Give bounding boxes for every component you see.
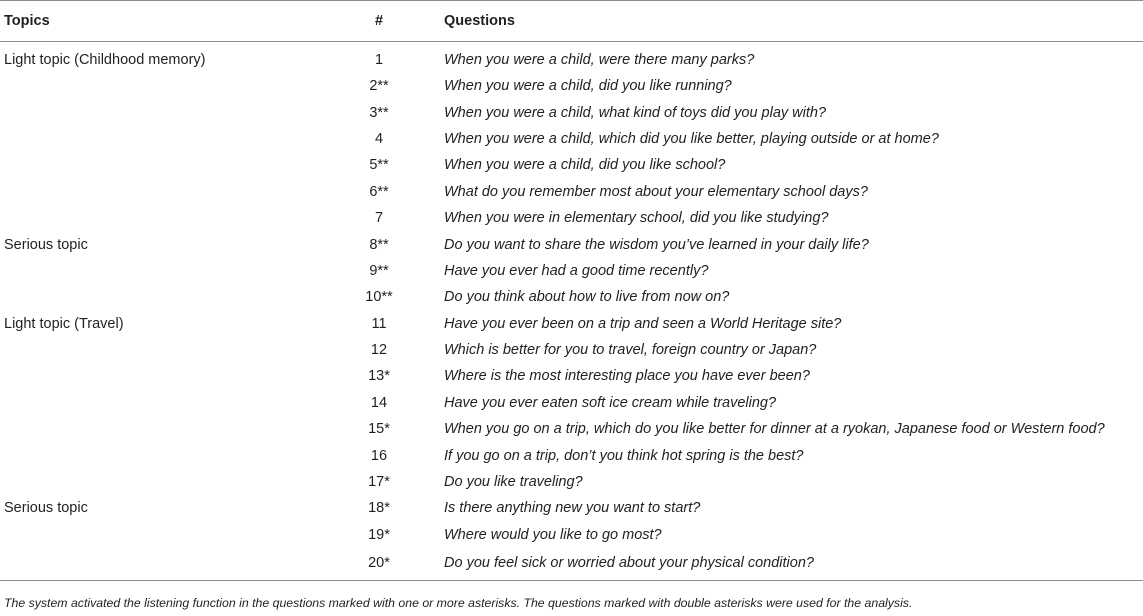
topic-cell: Light topic (Childhood memory): [4, 51, 206, 68]
topic-cell: [0, 126, 300, 152]
question-text-cell: Where would you like to go most?: [444, 526, 662, 543]
table-row: [0, 126, 1143, 152]
topic-cell: [0, 337, 300, 363]
topic-cell: [0, 522, 300, 548]
question-number-cell: 19*: [368, 526, 390, 543]
topic-cell: [0, 152, 300, 178]
question-text-cell: When you go on a trip, which do you like better for dinner at a ryokan, Japanese food or Western food?: [444, 421, 1105, 438]
table-row: [0, 442, 1143, 468]
question-text-cell: Have you ever been on a trip and seen a World Heritage site?: [444, 315, 842, 332]
question-number-cell: 3**: [369, 104, 389, 121]
table-row: [0, 363, 1143, 389]
question-number-cell: 13*: [368, 368, 390, 385]
topic-cell: [0, 548, 300, 581]
question-number-cell: 2**: [369, 78, 389, 95]
header-number: #: [300, 1, 440, 42]
question-text-cell: When you were a child, did you like school?: [444, 157, 726, 174]
topic-cell: [0, 205, 300, 231]
topic-cell: [0, 99, 300, 125]
table-row: [0, 205, 1143, 231]
table-header-row: [0, 1, 1143, 42]
question-text-cell: When you were in elementary school, did you like studying?: [444, 210, 829, 227]
question-number-cell: 10**: [365, 289, 393, 306]
topic-cell: [0, 73, 300, 99]
question-number-cell: 1: [374, 51, 384, 68]
table-row: [0, 152, 1143, 178]
topic-cell: Light topic (Travel): [4, 315, 124, 332]
topic-cell: [0, 284, 300, 310]
table-row: [0, 179, 1143, 205]
topic-cell: [0, 363, 300, 389]
table-row: [0, 522, 1143, 548]
topic-cell: [0, 390, 300, 416]
question-number-cell: 18*: [368, 500, 390, 517]
question-number-cell: 7: [374, 210, 384, 227]
question-text-cell: Do you like traveling?: [444, 474, 583, 491]
question-number-cell: 17*: [368, 474, 390, 491]
table-row: [0, 284, 1143, 310]
question-text-cell: Do you want to share the wisdom you’ve learned in your daily life?: [444, 236, 869, 253]
question-text-cell: Where is the most interesting place you have ever been?: [444, 368, 810, 385]
table-row: [0, 416, 1143, 442]
topic-cell: [0, 442, 300, 468]
topic-cell: [0, 469, 300, 495]
header-topics: Topics: [0, 1, 300, 42]
question-text-cell: When you were a child, which did you like better, playing outside or at home?: [444, 130, 939, 147]
table-row: [0, 469, 1143, 495]
table-body: [0, 42, 1143, 581]
question-number-cell: 5**: [369, 157, 389, 174]
question-number-cell: 11: [371, 315, 387, 332]
table-row: [0, 99, 1143, 125]
topic-cell: Serious topic: [4, 500, 88, 517]
question-text-cell: When you were a child, did you like running?: [444, 78, 732, 95]
question-text-cell: If you go on a trip, don’t you think hot spring is the best?: [444, 447, 804, 464]
question-number-cell: 12: [370, 342, 388, 359]
question-number-cell: 16: [370, 447, 388, 464]
question-number-cell: 4: [374, 130, 384, 147]
question-number-cell: 15*: [368, 421, 390, 438]
question-number-cell: 9**: [369, 262, 389, 279]
table-row: [0, 548, 1143, 581]
topic-cell: Serious topic: [4, 236, 88, 253]
question-text-cell: Have you ever eaten soft ice cream while traveling?: [444, 394, 777, 411]
question-number-cell: 8**: [369, 236, 389, 253]
topic-cell: [0, 416, 300, 442]
table-footnote: The system activated the listening function in the questions marked with one or more asterisks. The questions marked with double asterisks were used for the analysis.: [4, 596, 913, 610]
question-text-cell: Do you feel sick or worried about your physical condition?: [440, 548, 1143, 581]
topic-cell: [0, 258, 300, 284]
topic-cell: [0, 179, 300, 205]
table-row: [0, 42, 1143, 74]
question-text-cell: When you were a child, were there many parks?: [444, 51, 755, 68]
table-row: [0, 337, 1143, 363]
question-text-cell: What do you remember most about your elementary school days?: [444, 183, 868, 200]
question-text-cell: Is there anything new you want to start?: [444, 500, 701, 517]
table-row: [0, 73, 1143, 99]
table-row: [0, 311, 1143, 337]
question-text-cell: Which is better for you to travel, foreign country or Japan?: [444, 342, 817, 359]
question-number-cell: 6**: [369, 183, 389, 200]
question-text-cell: Do you think about how to live from now on?: [444, 289, 730, 306]
question-number-cell: 14: [370, 394, 388, 411]
table-row: [0, 390, 1143, 416]
question-number-cell: 20*: [300, 548, 440, 581]
table-row: [0, 258, 1143, 284]
question-text-cell: Have you ever had a good time recently?: [444, 262, 709, 279]
table-row: [0, 231, 1143, 257]
table-row: [0, 495, 1143, 521]
header-questions: Questions: [440, 1, 1143, 42]
question-text-cell: When you were a child, what kind of toys did you play with?: [444, 104, 827, 121]
